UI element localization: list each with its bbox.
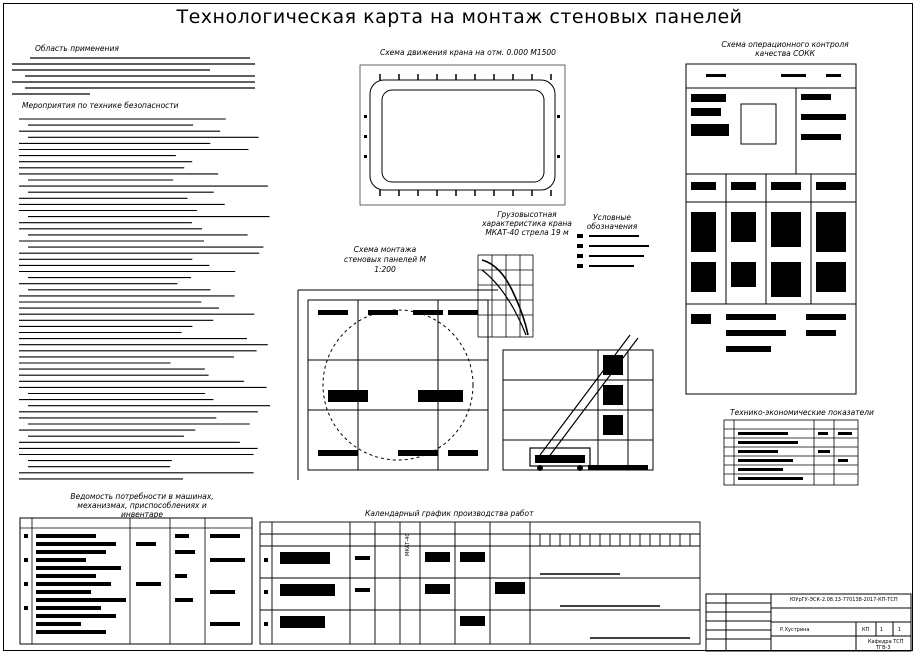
stamp-sheet-c: 1 xyxy=(898,627,902,633)
schedule-table xyxy=(260,522,700,644)
tep-table xyxy=(724,420,858,485)
crane-chart-heading: Грузовысотная характеристика крана МКАТ-40 стрела 19 м xyxy=(482,210,572,237)
stamp-code: ЮУрГУ-ЭСК-2.08.13-770138-2017-КП-ТСП xyxy=(790,597,898,603)
quality-table xyxy=(686,64,856,394)
stamp-dept: Кафедра ТСП xyxy=(868,639,904,645)
machines-heading: Ведомость потребности в машинах, механизмах, приспособлениях и инвентаре xyxy=(70,492,214,519)
legend-items xyxy=(577,232,667,272)
crane-path-heading: Схема движения крана на отм. 0.000 М1500 xyxy=(380,48,556,57)
install-heading: Схема монтажа стеновых панелей М 1:200 xyxy=(344,245,426,274)
schedule-heading: Календарный график производства работ xyxy=(365,509,534,518)
scope-text-lines xyxy=(10,55,260,100)
safety-text xyxy=(18,116,273,486)
machines-table xyxy=(20,518,252,644)
tep-heading: Технико-экономические показатели xyxy=(730,408,874,417)
stamp-author: Р.Хустрина xyxy=(780,627,810,633)
stamp-sheet-a: КП xyxy=(862,627,870,633)
crane-path-scheme xyxy=(360,60,572,210)
page-title: Технологическая карта на монтаж стеновых панелей xyxy=(176,6,743,28)
scope-heading: Область применения xyxy=(35,44,119,53)
stamp-sheet-b: 1 xyxy=(880,627,884,633)
safety-heading: Мероприятия по технике безопасности xyxy=(22,101,179,110)
legend-heading: Условные обозначения xyxy=(586,213,638,231)
crane-label: МКАТ-40 xyxy=(405,533,411,556)
safety-text-lines xyxy=(18,116,273,486)
crane-elevation xyxy=(520,330,670,480)
quality-heading: Схема операционного контроля качества СОКК xyxy=(721,40,849,58)
stamp-group: ТГВ-3 xyxy=(876,645,891,651)
scope-text xyxy=(10,55,260,100)
